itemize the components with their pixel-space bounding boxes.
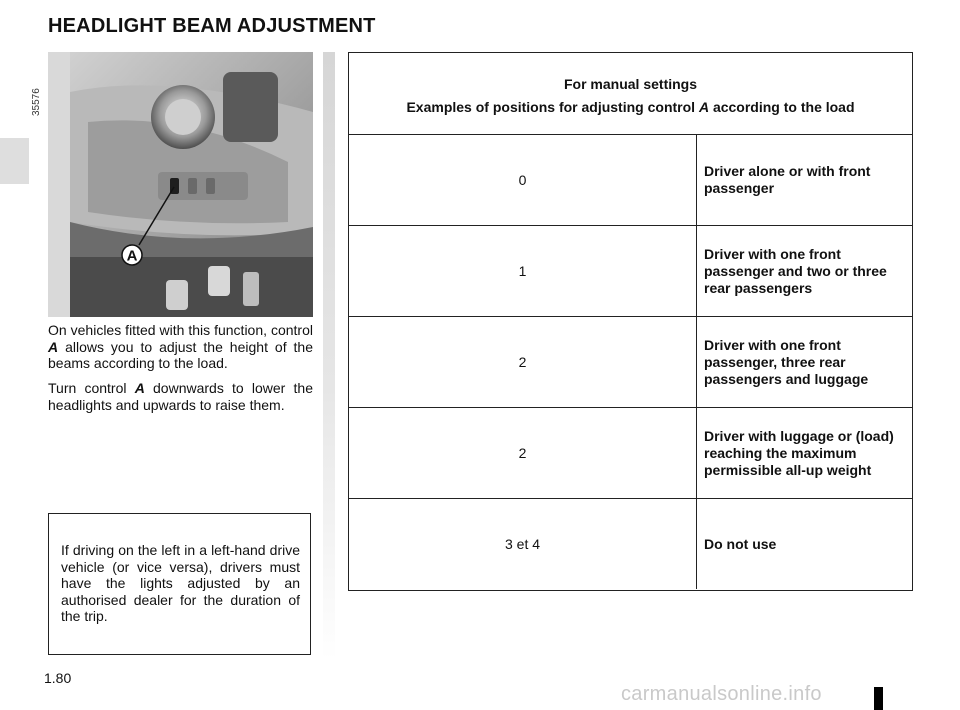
- note-text: If driving on the left in a left-hand drive vehicle (or vice versa), drivers must have the lights adjusted by an authorised dealer for the duration of the trip.: [61, 542, 300, 624]
- door-frame: [48, 52, 70, 317]
- paragraph-usage-text-1: Turn control: [48, 380, 135, 396]
- knob-center: [165, 99, 201, 135]
- switch-blank-2: [206, 178, 215, 194]
- load-description-cell: Driver with one front passenger, three rear passengers and luggage: [704, 336, 869, 387]
- table-row: [349, 408, 912, 499]
- photo-reference-code: [28, 58, 42, 118]
- load-description-cell: Do not use: [704, 535, 777, 552]
- page-corner-mark: [874, 687, 883, 710]
- paragraph-function-text-2: allows you to adjust the height of the beams according to the load.: [48, 338, 313, 371]
- page-title: HEADLIGHT BEAM ADJUSTMENT: [48, 15, 376, 37]
- page-number: 1.80: [44, 670, 72, 686]
- table-row: [349, 135, 912, 226]
- dashboard-photo: [48, 52, 313, 317]
- load-description-cell: Driver alone or with front passenger: [704, 163, 871, 196]
- control-reference: A: [134, 380, 145, 396]
- table-row: [349, 317, 912, 408]
- position-cell: 3 et 4: [349, 499, 697, 589]
- paragraph-usage-text-2: downwards to lower the headlights and upwards to raise them.: [48, 380, 313, 413]
- table-subheading-text-1: Examples of positions for adjusting control: [406, 99, 699, 115]
- load-description-cell: Driver with one front passenger and two or three rear passengers: [704, 245, 887, 296]
- column-divider: [323, 52, 335, 660]
- table-subheading-text-2: according to the load: [709, 99, 855, 115]
- settings-table: [348, 52, 913, 591]
- paragraph-function: [48, 322, 313, 372]
- control-reference: A: [698, 99, 710, 115]
- switch-blank-1: [188, 178, 197, 194]
- photo-reference-code-text: 35576: [31, 88, 42, 116]
- table-header: [349, 53, 912, 135]
- footwell: [70, 257, 313, 317]
- note-box: [48, 513, 311, 655]
- position-cell: 0: [349, 135, 697, 225]
- table-row: [349, 226, 912, 317]
- position-cell: 2: [349, 317, 697, 407]
- clutch-pedal: [208, 266, 230, 296]
- callout-label: A: [126, 247, 138, 265]
- accelerator-pedal: [243, 272, 259, 306]
- position-cell: 2: [349, 408, 697, 498]
- section-tab: [0, 138, 29, 184]
- paragraph-usage: [48, 380, 313, 413]
- position-cell: 1: [349, 226, 697, 316]
- site-watermark: carmanualsonline.info: [621, 683, 822, 705]
- table-subheading: [349, 99, 912, 115]
- control-reference: A: [48, 338, 59, 355]
- load-description-cell: Driver with luggage or (load) reaching the maximum permissible all-up weight: [704, 427, 894, 478]
- steering-column: [223, 72, 278, 142]
- paragraph-function-text-1: On vehicles fitted with this function, control: [48, 322, 313, 338]
- table-heading: For manual settings: [563, 76, 698, 92]
- brake-pedal: [166, 280, 188, 310]
- table-row: [349, 499, 912, 589]
